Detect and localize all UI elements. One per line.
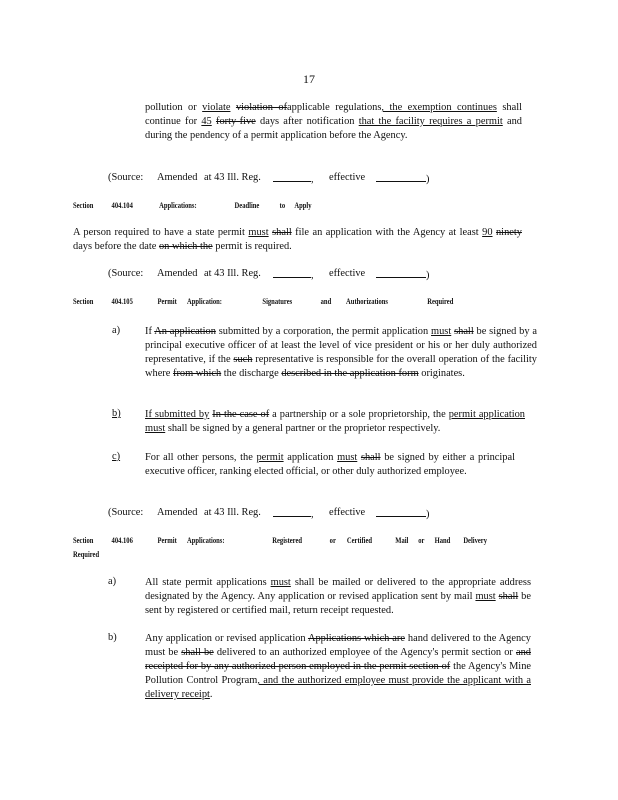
text-run: representative is responsible for the overall operation of the facility where <box>145 354 538 379</box>
text-run: the discharge <box>221 368 282 379</box>
text-run: be signed by a principal executive officer of at least the level of vice president or his or her duly authorized representative, if the <box>145 326 537 365</box>
item-marker-b: b) <box>108 632 117 643</box>
inserted-text: that the facility requires a permit <box>358 116 503 127</box>
text-run: For all other persons, the <box>145 452 257 463</box>
text-run: shall be mailed or delivered to the appropriate address designated by the Agency. Any application or revised application sent by mail <box>145 577 531 602</box>
text-run: Any application or revised application <box>145 633 308 644</box>
item-marker-a: a) <box>112 325 121 336</box>
page-number: 17 <box>303 72 315 86</box>
document-page: 17 pollution or violate violation ofapplicable regulations, the exemption continues shall continue for 45 forty-five days after notification that the facility requires a permit and during the pendency of a permit application before the Agency. (Source: Amended at 43 Ill. Reg. , effective ) Section 404.104 Applications: Deadline to Apply A person required to have a state permit must shall file an application with the Agency at least 90 ninety days before the date on which the permit is required. (Source: Amended at 43 Ill. Reg. , effective ) Section 404.105 Permit Application: Signatures and Authorizations Required a) If An application submitted by a corporation, the permit application must shall be signed by a principal executive officer of at least the level of vice president or his or her duly authorized representative, if the such representative is responsible for the overall operation of the facility where from which the discharge described in the application form originates. b) If submitted by In the case of a partnership or a sole proprietorship, the permit application must shall be signed by a general partner or the proprietor respectively. c) For all other persons, the permit application must shall be signed by either a principal executive officer, ranking elected official, or other duly authorized employee. (Source: Amended at 43 Ill. Reg. , effective ) Section 404.106 Permit Applications: Registered or Certified Mail or Hand Delivery Required a) All state permit applications must shall be mailed or delivered to the appropriate address designated by the Agency. Any application or revised application sent by mail must shall be sent by registered or certified mail, return receipt requested. b) Any application or revised application Applications which are hand delivered to the Agency must be shall be delivered to an authorized employee of the Agency's permit section or and receipted for by any authorized person employed in the permit section of the Agency's Mine Pollution Control Program, and the authorized employee must provide the applicant with a delivery receipt. <box>0 0 618 800</box>
struck-text: forty-five <box>215 116 256 127</box>
section-heading-404-106: Section 404.106 Permit Applications: Registered or Certified Mail or Hand Delivery Required <box>73 536 487 559</box>
inserted-text: must <box>145 423 166 434</box>
section-heading-404-105: Section 404.105 Permit Application: Signatures and Authorizations Required <box>73 297 454 306</box>
inserted-text: , the exemption continues <box>381 102 497 113</box>
struck-text: shall <box>454 326 474 337</box>
struck-text: on which the <box>158 241 213 252</box>
source-register: at 43 Ill. Reg. <box>204 172 261 183</box>
inserted-text: , and the authorized employee must provide the applicant with a delivery receipt <box>145 675 531 700</box>
text-run: application <box>283 452 338 463</box>
text-run: delivered to an authorized employee of the Agency's permit section or <box>213 647 516 658</box>
struck-text: from which <box>172 368 222 379</box>
text-run: a partnership or a sole proprietorship, the <box>269 409 449 420</box>
item-marker-c: c) <box>112 451 121 462</box>
struck-text: shall be <box>181 647 214 658</box>
item-marker-b: b) <box>112 408 121 419</box>
struck-text: such <box>233 354 253 365</box>
text-run: submitted by a corporation, the permit application <box>215 326 432 337</box>
item-marker-a: a) <box>108 576 117 587</box>
section-404-105-item-b <box>145 408 525 436</box>
text-run: shall continue for <box>145 102 522 127</box>
inserted-text: violate <box>202 102 231 113</box>
inserted-text: must <box>270 577 291 588</box>
struck-text: shall <box>272 227 292 238</box>
paragraph-continuation <box>145 101 522 143</box>
section-404-105-item-a <box>145 325 537 381</box>
inserted-text: must <box>431 326 452 337</box>
inserted-text: must <box>337 452 358 463</box>
text-run: be sent by registered or certified mail, return receipt requested. <box>145 591 531 616</box>
text-run: A person required to have a state permit <box>73 227 249 238</box>
text-run: be signed by either a principal executive officer, ranking elected official, or other duly authorized employee. <box>145 452 515 477</box>
section-heading-404-104: Section 404.104 Applications: Deadline to Apply <box>73 201 312 210</box>
struck-text: ninety <box>495 227 522 238</box>
struck-text: shall <box>498 591 519 602</box>
section-404-105-item-c <box>145 451 515 479</box>
struck-text: shall <box>360 452 381 463</box>
section-404-104-body <box>73 226 522 254</box>
text-run: . <box>209 689 213 700</box>
text-run: pollution or <box>145 102 203 113</box>
struck-text: violation of <box>235 102 288 113</box>
inserted-text: 90 <box>482 227 493 238</box>
text-run: the Agency's Mine Pollution Control Program <box>145 661 532 686</box>
inserted-text: If submitted by <box>145 409 210 420</box>
struck-text: and receipted for by any authorized person employed in the permit section of <box>145 647 531 672</box>
source-amended: Amended <box>157 172 198 183</box>
inserted-text: permit application <box>448 409 525 420</box>
inserted-text: 45 <box>201 116 212 127</box>
struck-text: An application <box>154 326 216 337</box>
text-run: and during the pendency of a permit application before the Agency. <box>145 116 522 141</box>
text-run: If <box>145 326 155 337</box>
text-run: days before the date <box>73 241 159 252</box>
text-run: shall be signed by a general partner or the proprietor respectively. <box>165 423 441 434</box>
text-run: All state permit applications <box>145 577 271 588</box>
text-run: applicable regulations <box>287 102 382 113</box>
section-404-106-item-a <box>145 576 531 618</box>
text-run: hand delivered to the Agency must be <box>145 633 531 658</box>
text-run: file an application with the Agency at least <box>291 227 483 238</box>
struck-text: In the case of <box>212 409 270 420</box>
section-404-106-item-b <box>145 632 531 702</box>
source-effective: effective <box>329 172 366 183</box>
struck-text: Applications which are <box>307 633 405 644</box>
inserted-text: must <box>248 227 269 238</box>
inserted-text: permit <box>256 452 284 463</box>
inserted-text: must <box>475 591 496 602</box>
text-run: days after notification <box>255 116 359 127</box>
text-run: originates. <box>418 368 465 379</box>
source-label: (Source: <box>108 172 144 183</box>
struck-text: described in the application form <box>281 368 419 379</box>
text-run: permit is required. <box>212 241 292 252</box>
